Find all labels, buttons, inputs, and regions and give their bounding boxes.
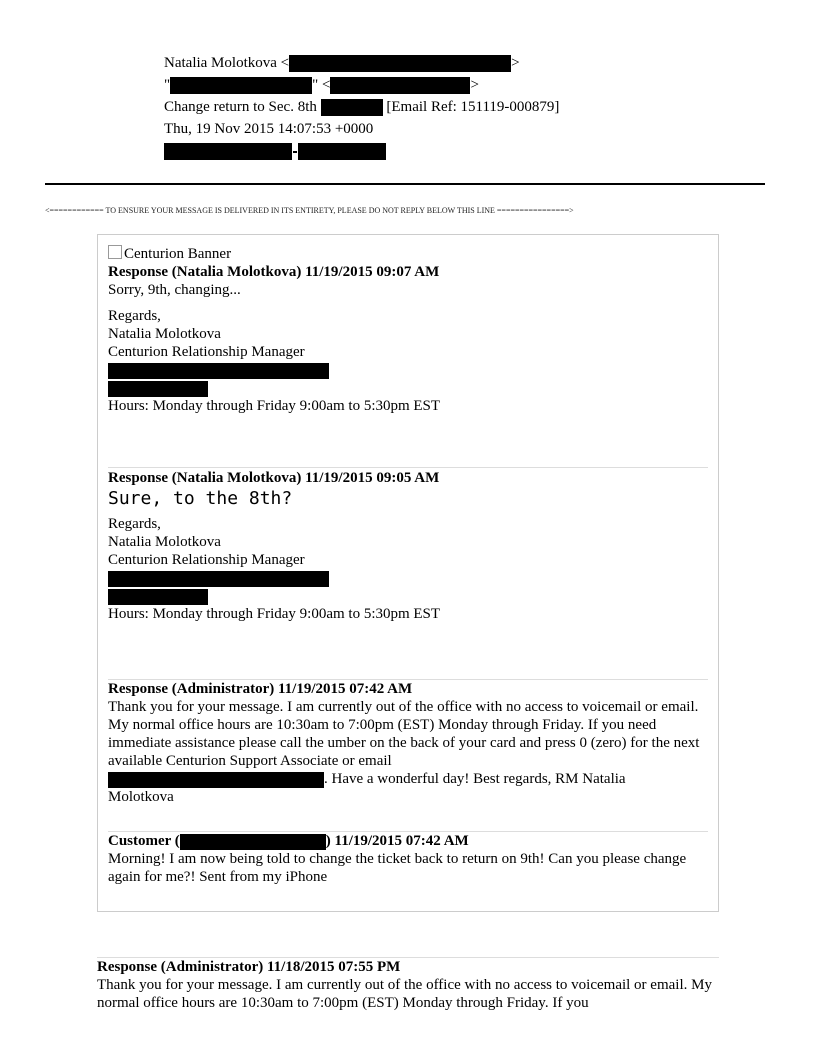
signature-name: Natalia Molotkova	[108, 326, 221, 342]
entry-title: Response (Natalia Molotkova) 11/19/2015 09:05 AM	[108, 470, 440, 486]
entry-body: Morning! I am now being told to change the ticket back to return on 9th! Can you please change again for me?! Sent from my iPhone	[108, 851, 687, 885]
entry-body-tail-2: Molotkova	[108, 789, 174, 805]
banner-alt-text: Centurion Banner	[124, 246, 232, 262]
entry-title: Response (Administrator) 11/18/2015 07:55 PM	[97, 959, 401, 975]
entry-title: Response (Natalia Molotkova) 11/19/2015 09:07 AM	[108, 264, 440, 280]
redacted-contact-2	[108, 589, 208, 605]
entry-body: Sorry, 9th, changing...	[108, 282, 241, 298]
signature-hours: Hours: Monday through Friday 9:00am to 5:30pm EST	[108, 398, 441, 414]
redacted-to-email	[330, 77, 470, 94]
entry-body: Thank you for your message. I am currently out of the office with no access to voicemail or email. My normal office hours are 10:30am to 7:00pm (EST) Monday through Friday. If you need immediate assistance please call the umber on the back of your card and press 0 (zero) for the next available Centurion Support Associate or email	[108, 699, 700, 769]
redacted-attachment-2	[298, 143, 386, 160]
header-divider	[45, 183, 765, 185]
reply-notice: <============ TO ENSURE YOUR MESSAGE IS DELIVERED IN ITS ENTIRETY, PLEASE DO NOT REPLY BELOW THIS LINE ================>	[45, 206, 574, 215]
signature-regards: Regards,	[108, 516, 161, 532]
from-name: Natalia Molotkova <	[164, 55, 290, 71]
entry-body-tail: . Have a wonderful day! Best regards, RM Natalia	[324, 771, 626, 787]
date-value: Thu, 19 Nov 2015 14:07:53 +0000	[164, 121, 374, 137]
signature-role: Centurion Relationship Manager	[108, 552, 305, 568]
entry-title: Customer ( ) 11/19/2015 07:42 AM	[108, 833, 469, 849]
signature-role: Centurion Relationship Manager	[108, 344, 305, 360]
response-entry	[108, 469, 708, 623]
entry-body: Thank you for your message. I am currently out of the office with no access to voicemail or email. My normal office hours are 10:30am to 7:00pm (EST) Monday through Friday. If you	[97, 977, 712, 1011]
redacted-subject	[321, 99, 383, 116]
redacted-contact-1	[108, 363, 329, 379]
entry-title: Response (Administrator) 11/19/2015 07:42 AM	[108, 681, 413, 697]
entry-body: Sure, to the 8th?	[108, 488, 293, 509]
customer-entry	[108, 832, 708, 886]
response-entry	[108, 680, 708, 806]
redacted-contact-1	[108, 571, 329, 587]
redacted-from-email	[289, 55, 511, 72]
subject-text: Change return to Sec. 8th	[164, 99, 317, 115]
redacted-to-name	[170, 77, 312, 94]
redacted-contact-2	[108, 381, 208, 397]
centurion-banner-image	[108, 245, 708, 263]
redacted-attachment-1	[164, 143, 292, 160]
redacted-customer-name	[180, 834, 326, 850]
signature-name: Natalia Molotkova	[108, 534, 221, 550]
subject-ref: [Email Ref: 151119-000879]	[386, 99, 560, 115]
response-entry	[108, 245, 708, 415]
response-entry	[97, 958, 719, 1012]
entry-divider	[108, 467, 708, 468]
conversation-box	[97, 234, 719, 912]
redacted-email	[108, 772, 324, 788]
signature-regards: Regards,	[108, 308, 161, 324]
broken-image-icon	[108, 245, 122, 259]
signature-hours: Hours: Monday through Friday 9:00am to 5:30pm EST	[108, 606, 441, 622]
